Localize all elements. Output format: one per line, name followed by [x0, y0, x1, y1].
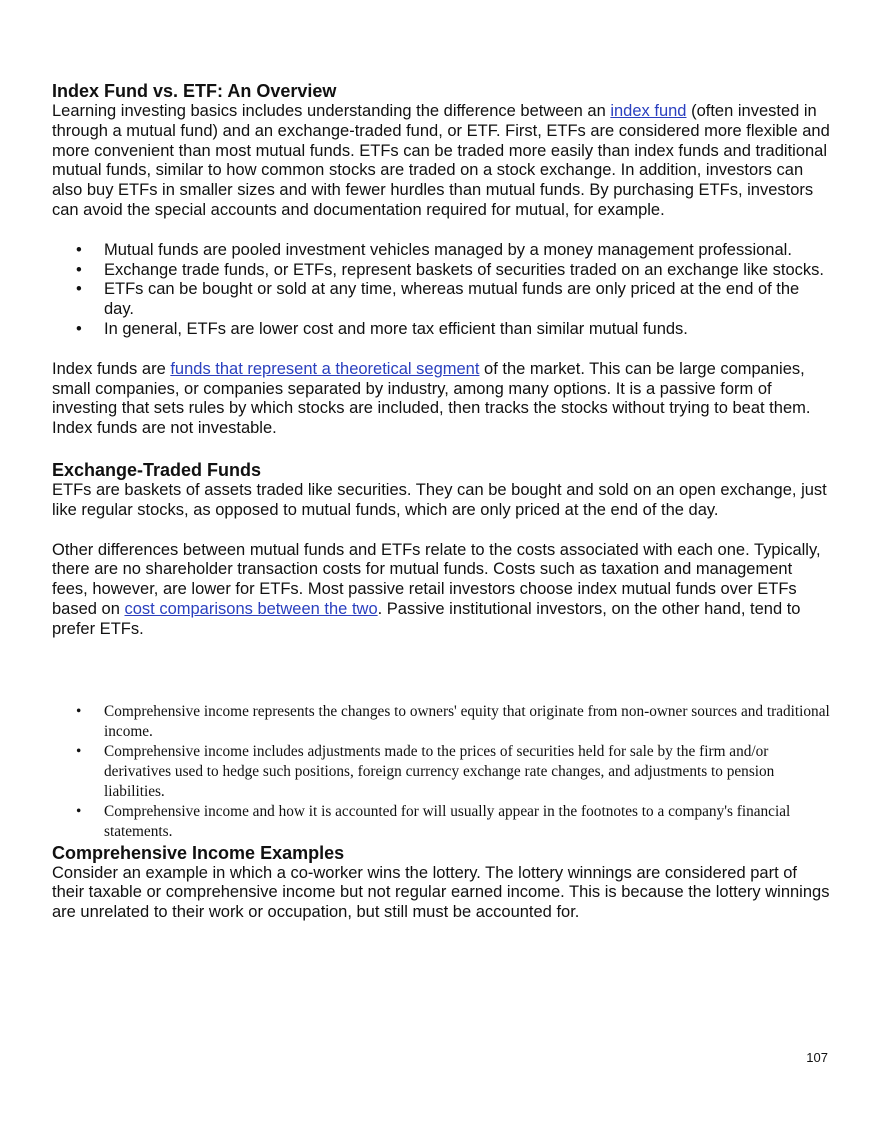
document-page [52, 80, 832, 923]
text-run: Index funds are [52, 359, 171, 378]
bullet-list-key-points [52, 241, 832, 340]
paragraph-comprehensive-example: Consider an example in which a co-worker wins the lottery. The lottery winnings are considered part of their taxable or comprehensive income but not regular earned income. This is because the lottery winnings are unrelated to their work or occupation, but still must be accounted for. [52, 863, 830, 922]
list-item: • Exchange trade funds, or ETFs, represent baskets of securities traded on an exchange like stocks. [52, 261, 832, 281]
list-item: • In general, ETFs are lower cost and more tax efficient than similar mutual funds. [52, 320, 832, 340]
spacer [52, 439, 832, 459]
link-index-fund[interactable]: index fund [610, 102, 687, 120]
text-run: Other differences between mutual funds and ETFs relate to the costs associated with each one. Typically, there are no shareholder transaction costs for mutual funds. Costs such as taxation and management fees, however, are lower for ETFs. Most passive retail investors choose index mutual funds over ETFs based on [52, 540, 821, 618]
paragraph-etf-intro: ETFs are baskets of assets traded like securities. They can be bought and sold on an open exchange, just like regular stocks, as opposed to mutual funds, which are only priced at the end of the day. [52, 480, 827, 519]
paragraph-index-funds [52, 360, 832, 439]
list-item: • Mutual funds are pooled investment vehicles managed by a money management professional. [52, 241, 832, 261]
paragraph-etf-costs [52, 541, 832, 640]
spacer [52, 221, 832, 241]
text-run: (often invested in through a mutual fund) and an exchange-traded fund, or ETF. First, ETFs are considered more flexible and more convenient than most mutual funds. ETFs can be traded more easily than index funds and traditional mutual funds, similar to how common stocks are traded on a stock exchange. In addition, investors can also buy ETFs in smaller sizes and with fewer hurdles than mutual funds. By purchasing ETFs, investors can avoid the special accounts and documentation required for mutual, for example. [52, 102, 830, 219]
section-heading-overview: Index Fund vs. ETF: An Overview [52, 81, 337, 101]
bullet-list-comprehensive-income [52, 702, 832, 842]
section-heading-etf: Exchange-Traded Funds [52, 459, 262, 480]
link-cost-comparisons[interactable]: cost comparisons between the two [124, 599, 378, 618]
paragraph-overview-intro [52, 102, 832, 221]
section-heading-comprehensive-income: Comprehensive Income Examples [52, 842, 345, 863]
spacer [52, 521, 832, 541]
list-item: • Comprehensive income and how it is accounted for will usually appear in the footnotes to a company's financial statements. [52, 802, 832, 842]
list-item: • ETFs can be bought or sold at any time, whereas mutual funds are only priced at the end of the day. [52, 280, 832, 320]
spacer [52, 640, 832, 702]
text-run: Learning investing basics includes understanding the difference between an [52, 102, 611, 120]
list-item: • Comprehensive income includes adjustments made to the prices of securities held for sale by the firm and/or derivatives used to hedge such positions, foreign currency exchange rate changes, and adjustments to pension liabilities. [52, 742, 832, 802]
link-theoretical-segment[interactable]: funds that represent a theoretical segment [170, 359, 480, 378]
spacer [52, 340, 832, 360]
page-number: 107 [806, 1050, 828, 1065]
text-run: . Passive institutional investors, on the other hand, tend to prefer ETFs. [52, 599, 801, 638]
text-run: of the market. This can be large companies, small companies, or companies separated by industry, among many options. It is a passive form of investing that sets rules by which stocks are included, then tracks the stocks without trying to beat them. Index funds are not investable. [52, 359, 811, 438]
list-item: • Comprehensive income represents the changes to owners' equity that originate from non-owner sources and traditional income. [52, 702, 832, 742]
